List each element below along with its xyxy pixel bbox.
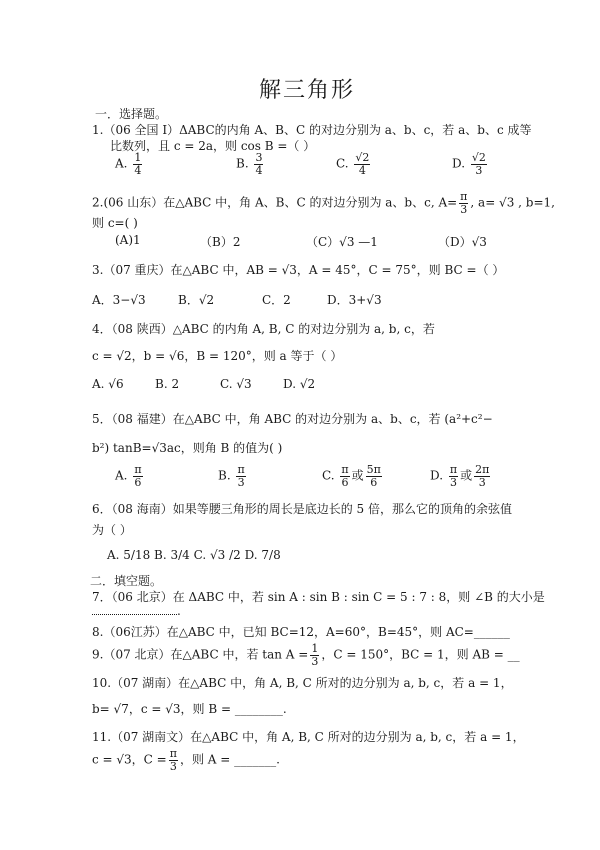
- q2-option-a: (A)1: [115, 233, 141, 247]
- q6-options: A. 5/18 B. 3/4 C. √3 /2 D. 7/8: [107, 548, 281, 562]
- q11-line1: 11.（07 湖南文）在△ABC 中，角 A, B, C 所对的边分别为 a, b, c，若 a = 1，: [92, 730, 525, 744]
- q4-option-c: C. √3: [220, 377, 252, 391]
- q2-line2: 则 c=( ): [92, 216, 138, 230]
- q10-line1: 10.（07 湖南）在△ABC 中，角 A, B, C 所对的边分别为 a, b, c，若 a = 1，: [92, 676, 513, 690]
- q2-option-d: （D）√3: [438, 235, 487, 249]
- q5-option-c: C. $\frac{\pi}{6}$ 或 $\frac{5\pi}{6}$: [322, 463, 381, 489]
- q4-line2: c = √2，b = √6，B = 120°，则 a 等于（ ）: [92, 349, 343, 363]
- q1-line1: 1.（06 全国 I）ΔABC的内角 A、B、C 的对边分别为 a、b、c，若 a、b、c 成等: [92, 123, 532, 137]
- section-fill-heading: 二．填空题。: [90, 574, 163, 588]
- q4-line1: 4．（08 陕西）△ABC 的内角 A, B, C 的对边分别为 a, b, c，若: [92, 322, 435, 336]
- q1-option-d: D. $\frac{√2}{3}$: [452, 151, 486, 177]
- q1-option-c: C. $\frac{√2}{4}$: [336, 151, 370, 177]
- q5-option-a: A. $\frac{\pi}{6}$: [115, 463, 142, 489]
- q5-option-b: B. $\frac{\pi}{3}$: [218, 463, 245, 489]
- q5-line2: b²) tanB=√3ac，则角 B 的值为( ): [92, 441, 283, 455]
- q5-line1: 5．（08 福建）在△ABC 中，角 ABC 的对边分别为 a、b、c，若 (a²+c²−: [92, 412, 493, 426]
- q2-option-c: （C）√3 —1: [306, 235, 378, 249]
- q6-line2: 为（ ）: [92, 523, 132, 537]
- q3-option-c: C．2: [262, 293, 291, 307]
- q1-line2: 比数列，且 c = 2a，则 cos B =（ ）: [110, 139, 316, 153]
- page-title: 解三角形: [259, 78, 356, 103]
- section-choice-heading: 一．选择题。: [95, 107, 168, 121]
- q2-option-b: （B）2: [200, 235, 241, 249]
- q1-option-b: B. $\frac{3}{4}$: [236, 151, 263, 177]
- q3-option-d: D．3+√3: [327, 293, 382, 307]
- q11-line2: c = √3，C = $\frac{\pi}{3}$ ，则 A = _______.: [92, 747, 280, 773]
- q7-line1: 7．（06 北京）在 ΔABC 中，若 sin A : sin B : sin C = 5 : 7 : 8，则 ∠B 的大小是: [92, 590, 545, 604]
- q1-option-a: A. $\frac{1}{4}$: [115, 151, 142, 177]
- q6-line1: 6．（08 海南）如果等腰三角形的周长是底边长的 5 倍，那么它的顶角的余弦值: [92, 502, 512, 516]
- q5-option-d: D. $\frac{\pi}{3}$ 或 $\frac{2\pi}{3}$: [430, 463, 490, 489]
- q2-line1: 2.(06 山东）在△ABC 中，角 A、B、C 的对边分别为 a、b、c, A= $\frac{\pi}{3}$ , a= √3 , b=1,: [92, 190, 555, 216]
- q8-line: 8.（06江苏）在△ABC 中，已知 BC=12，A=60°，B=45°，则 AC=______: [92, 625, 510, 639]
- q3-option-a: A．3−√3: [92, 293, 146, 307]
- q9-line: 9.（07 北京）在△ABC 中，若 tan A = $\frac{1}{3}$ ，C = 150°，BC = 1，则 AB = __: [92, 642, 520, 668]
- q7-line2: .: [92, 604, 181, 618]
- q4-option-a: A. √6: [92, 377, 124, 391]
- q4-option-d: D. √2: [283, 377, 316, 391]
- q3-option-b: B．√2: [178, 293, 215, 307]
- q3-line: 3.（07 重庆）在△ABC 中，AB = √3，A = 45°，C = 75°，则 BC =（ ）: [92, 263, 505, 277]
- q10-line2: b= √7，c = √3，则 B = ________.: [92, 702, 287, 716]
- q4-option-b: B. 2: [155, 377, 180, 391]
